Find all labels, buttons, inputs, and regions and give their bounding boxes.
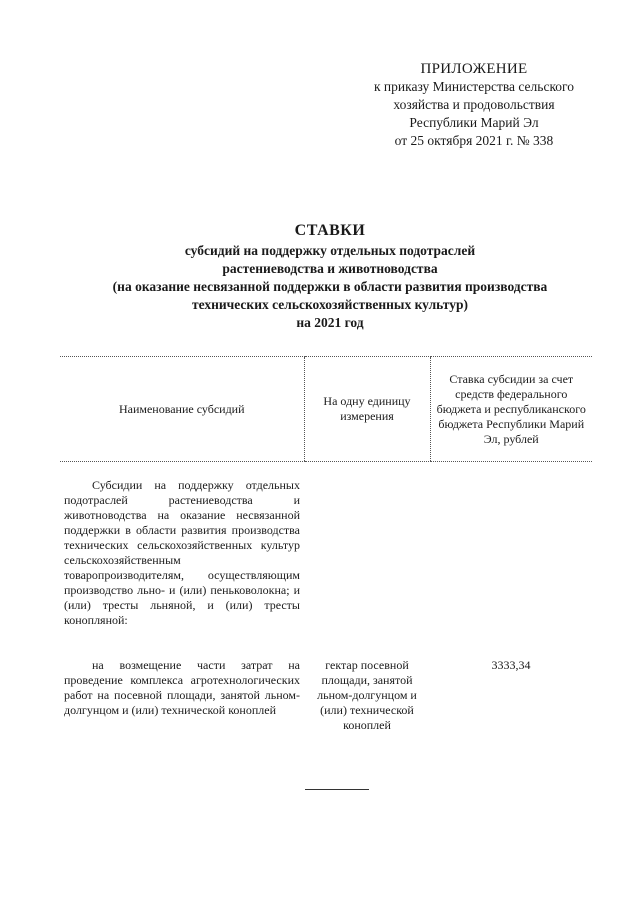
row-subsidy-name: на возмещение части затрат на проведение комплекса агротехнологических работ на посевной площади, занятой льном-долгунцом и (или) технической коноплей: [64, 658, 300, 717]
document-title-main: СТАВКИ: [294, 222, 366, 239]
annex-block: [352, 60, 596, 150]
header-unit: На одну единицу измерения: [304, 357, 430, 462]
table-header-row: [60, 357, 592, 462]
row-unit: гектар посевной площади, занятой льном-долгунцом и (или) технической коноплей: [317, 658, 417, 732]
document-title-year: на 2021 год: [296, 315, 364, 330]
header-subsidy-name: Наименование субсидий: [60, 357, 304, 462]
table-section-row: [60, 462, 592, 645]
row-rate: 3333,34: [491, 658, 531, 672]
annex-line-3: Республики Марий Эл: [409, 115, 539, 130]
annex-date: от 25 октября 2021 г. № 338: [394, 133, 554, 148]
table-row: [60, 644, 592, 733]
section-rate-empty: [430, 462, 592, 645]
document-title: [60, 222, 600, 332]
subsidy-rates-table: [60, 356, 592, 733]
annex-line-1: к приказу Министерства сельского: [373, 79, 575, 94]
header-rate: Ставка субсидии за счет средств федерального бюджета и республиканского бюджета Республики Марий Эл, рублей: [430, 357, 592, 462]
document-title-line-2: растениеводства и животноводства: [222, 261, 438, 276]
annex-title: ПРИЛОЖЕНИЕ: [420, 61, 528, 77]
document-title-line-1: субсидий на поддержку отдельных подотраслей: [184, 243, 476, 258]
closing-divider: [305, 789, 369, 790]
section-description: Субсидии на поддержку отдельных подотраслей растениеводства и животноводства на оказание несвязанной поддержки в области развития производства технических сельскохозяйственных культур сельскохозяйственным товаропроизводителям, осуществляющим производство льно- и (или) пеньковолокна; и (или) тресты льняной, и (или) тресты конопляной:: [64, 478, 300, 627]
section-unit-empty: [304, 462, 430, 645]
document-title-line-3: (на оказание несвязанной поддержки в области развития производства: [112, 279, 548, 294]
annex-line-2: хозяйства и продовольствия: [393, 97, 555, 112]
document-title-line-4: технических сельскохозяйственных культур): [192, 297, 468, 312]
